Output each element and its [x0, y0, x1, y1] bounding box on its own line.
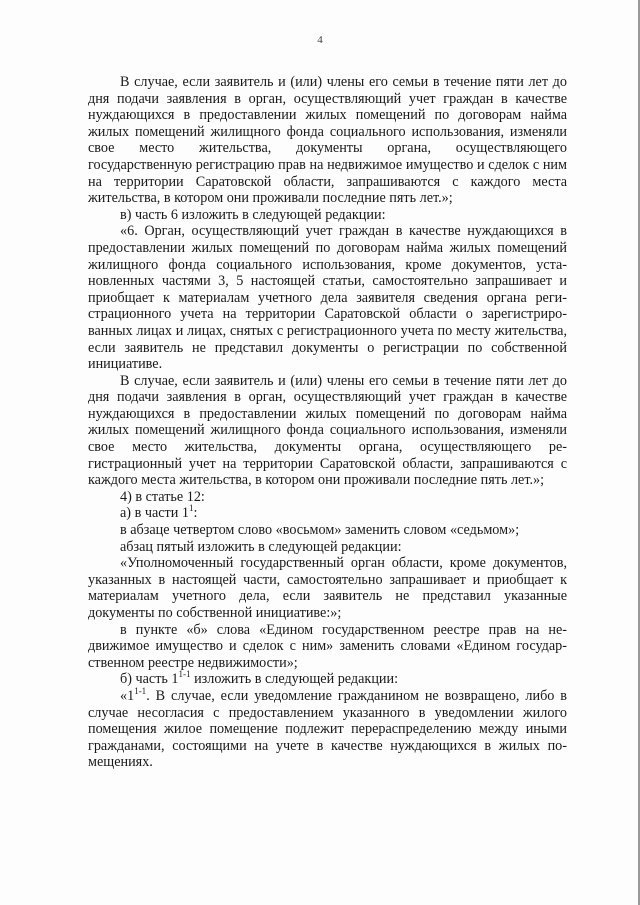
document-body	[88, 74, 567, 771]
paragraph-9: в пункте «б» слова «Едином государственном реестре прав на недвижимое имущество и сделок с ним» заменить словами «Едином государственном реестре недвижимости»;	[88, 621, 567, 671]
paragraph-5: 4) в статье 12:	[120, 488, 205, 505]
paragraph-final	[88, 685, 567, 771]
part-b-suffix: изложить в следующей редакции:	[190, 671, 399, 688]
final-text: . В случае, если уведомление гражданином не возвращено, либо в случае несогласия с предоставлением указанного в уведомлении жилого помещения жилое помещение подлежит перераспределению между иными гражданами, состоящими на учете в качестве нуждающихся в жилых помещениях.	[88, 687, 567, 771]
page-number: 4	[317, 34, 323, 46]
paragraph-1: В случае, если заявитель и (или) члены его семьи в течение пяти лет до дня подачи заявления в орган, осуществляющий учет граждан в качестве нуждающихся в предоставлении жилых помещений по договорам найма жилых помещений жилищного фонда социального использования, изменяли свое место жительства, документы органа, осуществляющего государственную регистрацию прав на недвижимое имущество и сделок с ним на территории Саратовской области, запрашиваются с каждого места жительства, в котором они проживали последние пять лет.»;	[88, 74, 567, 207]
part-a-prefix: а) в части 1	[120, 505, 189, 522]
paragraph-part-a	[88, 505, 567, 522]
final-prefix: «1	[120, 687, 135, 704]
part-b-prefix: б) часть 1	[120, 671, 179, 688]
paragraph-6: в абзаце четвертом слово «восьмом» заменить словом «седьмом»;	[120, 522, 520, 539]
paragraph-7: абзац пятый изложить в следующей редакции:	[120, 538, 402, 555]
paragraph-3: «6. Орган, осуществляющий учет граждан в качестве нуждающихся в предоставлении жилых помещений по договорам найма жилых помещений жилищного фонда социального использования, кроме документов, установленных частями 3, 5 настоящей статьи, самостоятельно запрашивает и приобщает к материалам учетного дела заявителя сведения органа регистрационного учета на территории Саратовской области о зарегистрированных лицах и лицах, снятых с регистрационного учета по месту жительства, если заявитель не представил документы о регистрации по собственной инициативе.	[88, 223, 567, 373]
paragraph-part-b	[88, 671, 567, 688]
part-a-suffix: :	[193, 505, 198, 522]
paragraph-4: В случае, если заявитель и (или) члены его семьи в течение пяти лет до дня подачи заявления в орган, осуществляющий учет граждан в качестве нуждающихся в предоставлении жилых помещений по договорам найма жилых помещений жилищного фонда социального использования, изменяли свое место жительства, документы органа, осуществляющего регистрационный учет на территории Саратовской области, запрашиваются с каждого места жительства, в котором они проживали последние пять лет.»;	[88, 372, 567, 489]
paragraph-8: «Уполномоченный государственный орган области, кроме документов, указанных в настоящей части, самостоятельно запрашивает и приобщает к материалам учетного дела, если заявитель не представил указанные документы по собственной инициативе:»;	[88, 555, 567, 621]
paragraph-2: в) часть 6 изложить в следующей редакции:	[120, 206, 386, 223]
part-a-superscript: 1	[188, 503, 194, 514]
final-superscript: 1-1	[134, 685, 147, 696]
part-b-superscript: 1-1	[178, 669, 191, 680]
